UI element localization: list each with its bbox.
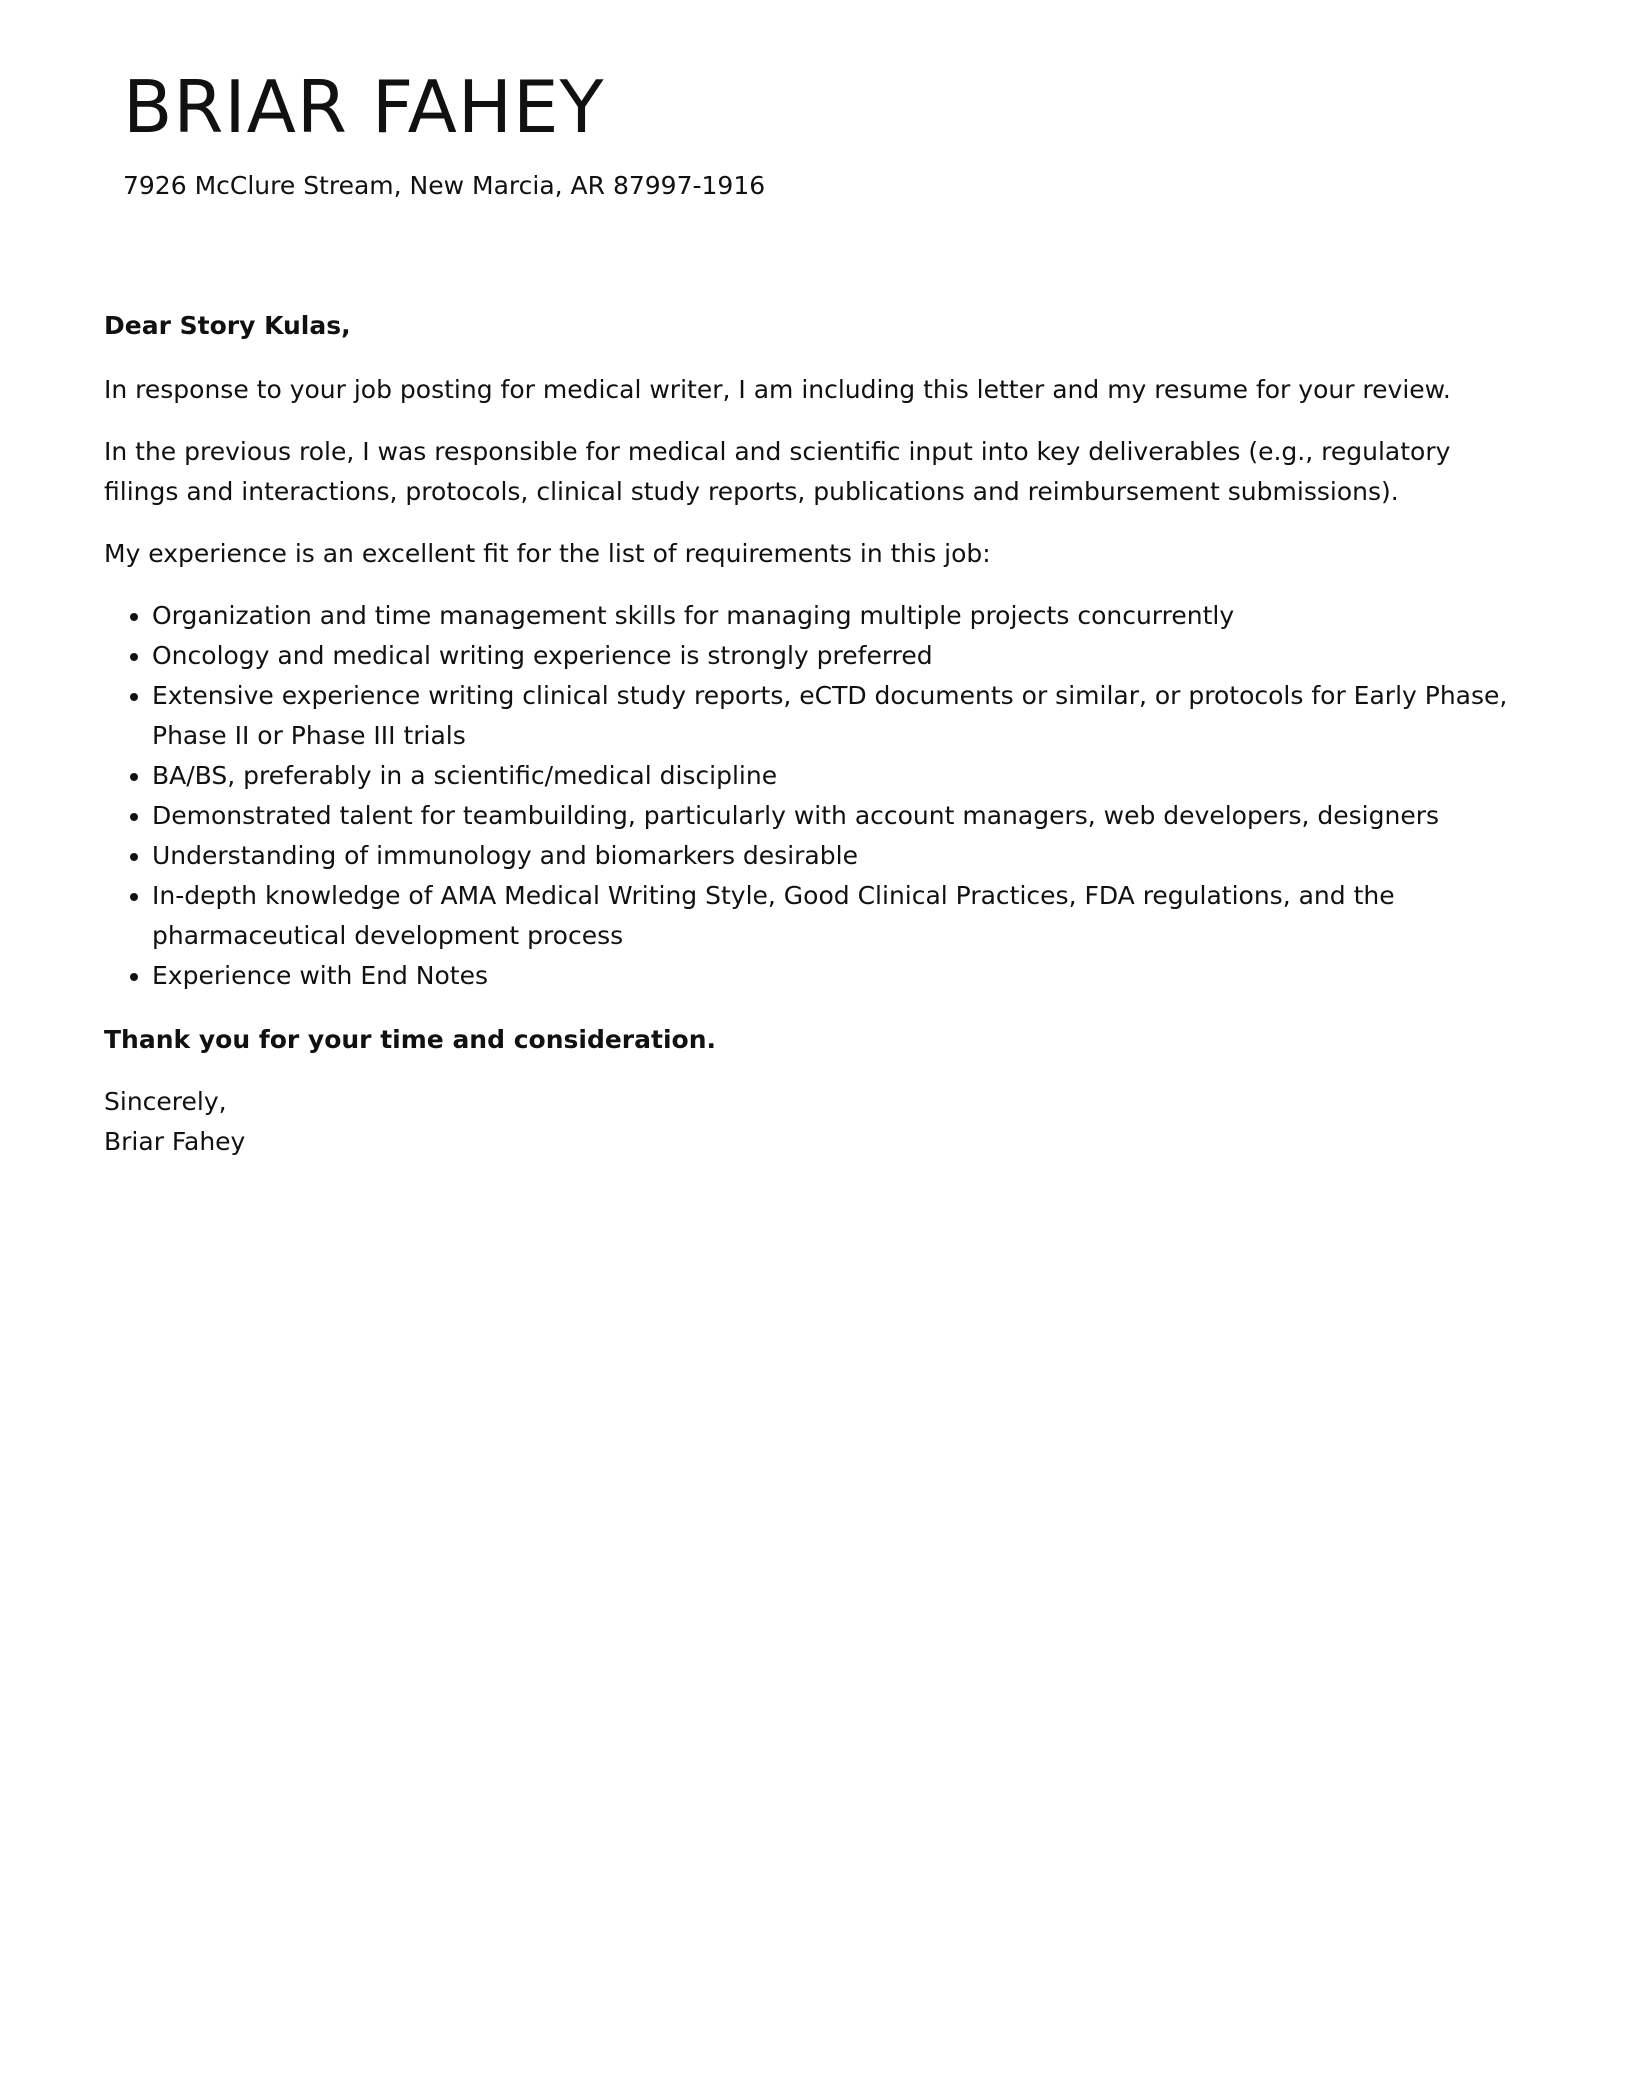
requirement-item: • In-depth knowledge of AMA Medical Writing Style, Good Clinical Practices, FDA regulations, and the pharmaceutical development process — [152, 876, 1524, 956]
signoff-block — [104, 1082, 1524, 1162]
requirement-item: • Understanding of immunology and biomarkers desirable — [152, 836, 1524, 876]
intro-paragraph: In response to your job posting for medical writer, I am including this letter and my resume for your review. — [104, 375, 1451, 404]
requirement-item: • Demonstrated talent for teambuilding, particularly with account managers, web developers, designers — [152, 796, 1524, 836]
closing-line: Thank you for your time and consideration. — [104, 1025, 716, 1054]
letter-body — [104, 306, 1524, 1162]
letter-header — [123, 65, 766, 201]
requirement-item: • Experience with End Notes — [152, 956, 1524, 996]
requirement-item: • Organization and time management skills for managing multiple projects concurrently — [152, 596, 1524, 636]
salutation: Dear Story Kulas, — [104, 311, 351, 340]
signature-name: Briar Fahey — [104, 1127, 246, 1156]
signoff-text: Sincerely, — [104, 1087, 227, 1116]
previous-role-paragraph: In the previous role, I was responsible for medical and scientific input into key deliverables (e.g., regulatory filings and interactions, protocols, clinical study reports, publications and reimbursement submissions). — [104, 437, 1451, 506]
sender-name: BRIAR FAHEY — [123, 65, 605, 149]
requirements-list — [104, 596, 1524, 996]
requirement-item: • Oncology and medical writing experience is strongly preferred — [152, 636, 1524, 676]
requirement-item: • BA/BS, preferably in a scientific/medical discipline — [152, 756, 1524, 796]
fit-statement: My experience is an excellent fit for the list of requirements in this job: — [104, 539, 991, 568]
sender-address: 7926 McClure Stream, New Marcia, AR 87997-1916 — [123, 171, 766, 201]
requirement-item: • Extensive experience writing clinical study reports, eCTD documents or similar, or protocols for Early Phase, Phase II or Phase III trials — [152, 676, 1524, 756]
